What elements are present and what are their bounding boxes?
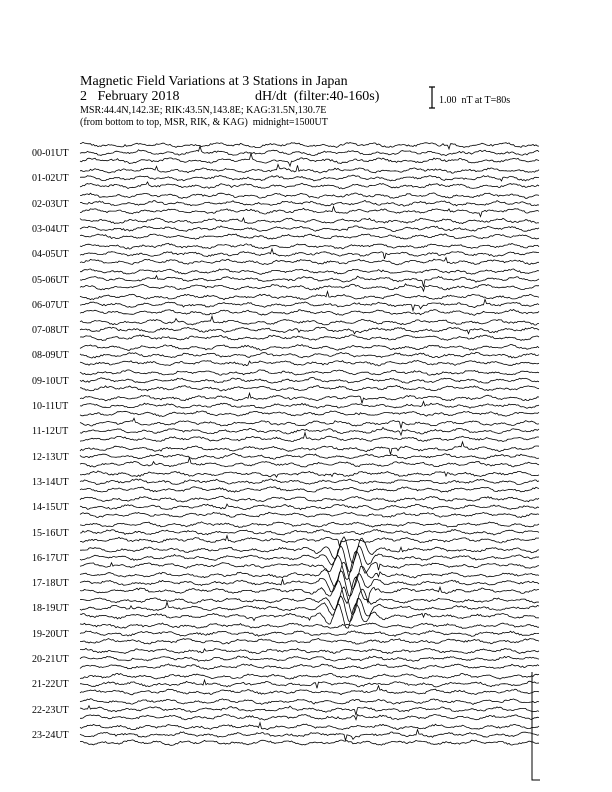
trace-04-05UT-MSR — [80, 258, 539, 265]
row-label-02-03UT: 02-03UT — [32, 198, 69, 210]
trace-07-08UT-KAG — [80, 316, 539, 325]
trace-11-12UT-MSR — [80, 433, 539, 442]
trace-23-24UT-MSR — [80, 740, 539, 745]
trace-00-01UT-KAG — [80, 142, 539, 149]
row-label-18-19UT: 18-19UT — [32, 603, 69, 615]
row-label-17-18UT: 17-18UT — [32, 578, 69, 590]
trace-04-05UT-KAG — [80, 243, 539, 249]
station-order-note: (from bottom to top, MSR, RIK, & KAG) midnight=1500UT — [80, 117, 328, 128]
trace-07-08UT-RIK — [80, 327, 539, 334]
trace-13-14UT-RIK — [80, 479, 539, 485]
row-label-14-15UT: 14-15UT — [32, 502, 69, 514]
row-label-09-10UT: 09-10UT — [32, 375, 69, 387]
trace-22-23UT-MSR — [80, 714, 539, 720]
trace-23-24UT-RIK — [80, 730, 539, 741]
trace-16-17UT-MSR — [80, 551, 539, 579]
trace-05-06UT-RIK — [80, 276, 539, 287]
row-label-15-16UT: 15-16UT — [32, 527, 69, 539]
row-label-21-22UT: 21-22UT — [32, 679, 69, 691]
scale-bar — [429, 87, 435, 108]
trace-08-09UT-RIK — [80, 352, 539, 358]
chart-quantity: dH/dt (filter:40-160s) — [255, 89, 380, 104]
trace-10-11UT-KAG — [80, 393, 539, 403]
row-label-06-07UT: 06-07UT — [32, 299, 69, 311]
row-label-04-05UT: 04-05UT — [32, 249, 69, 261]
trace-01-02UT-KAG — [80, 165, 539, 174]
row-label-01-02UT: 01-02UT — [32, 173, 69, 185]
trace-03-04UT-RIK — [80, 226, 539, 232]
trace-12-13UT-MSR — [80, 458, 539, 467]
row-label-16-17UT: 16-17UT — [32, 552, 69, 564]
trace-22-23UT-KAG — [80, 699, 539, 705]
trace-04-05UT-RIK — [80, 249, 539, 259]
trace-15-16UT-RIK — [80, 530, 539, 536]
row-label-20-21UT: 20-21UT — [32, 654, 69, 665]
trace-14-15UT-KAG — [80, 496, 539, 502]
trace-19-20UT-KAG — [80, 623, 539, 628]
trace-08-09UT-KAG — [80, 345, 539, 351]
trace-03-04UT-MSR — [80, 234, 539, 239]
trace-14-15UT-MSR — [80, 512, 539, 517]
trace-06-07UT-MSR — [80, 310, 539, 316]
trace-21-22UT-KAG — [80, 673, 539, 679]
chart-title: Magnetic Field Variations at 3 Stations in Japan — [80, 74, 348, 89]
trace-12-13UT-KAG — [80, 442, 539, 455]
row-label-19-20UT: 19-20UT — [32, 628, 69, 640]
trace-14-15UT-RIK — [80, 504, 539, 510]
trace-18-19UT-MSR — [80, 603, 539, 628]
trace-19-20UT-MSR — [80, 639, 539, 645]
trace-07-08UT-MSR — [80, 335, 539, 341]
row-label-07-08UT: 07-08UT — [32, 325, 69, 337]
trace-02-03UT-RIK — [80, 200, 539, 206]
station-coordinates: MSR:44.4N,142.3E; RIK:43.5N,143.8E; KAG:31.5N,130.7E — [80, 105, 327, 116]
row-label-12-13UT: 12-13UT — [32, 451, 69, 463]
trace-11-12UT-RIK — [80, 427, 539, 435]
trace-10-11UT-RIK — [80, 402, 539, 409]
row-label-00-01UT: 00-01UT — [32, 148, 69, 159]
trace-05-06UT-MSR — [80, 284, 539, 291]
trace-15-16UT-KAG — [80, 522, 539, 528]
trace-02-03UT-MSR — [80, 207, 539, 217]
trace-15-16UT-MSR — [80, 536, 539, 547]
trace-08-09UT-MSR — [80, 360, 539, 366]
trace-22-23UT-RIK — [80, 706, 539, 716]
trace-09-10UT-RIK — [80, 378, 539, 384]
row-label-10-11UT: 10-11UT — [32, 401, 69, 412]
scale-label: 1.00 nT at T=80s — [439, 95, 511, 106]
trace-20-21UT-MSR — [80, 664, 539, 669]
chart-date: 2 February 2018 — [80, 89, 180, 104]
trace-18-19UT-KAG — [80, 587, 539, 615]
trace-06-07UT-KAG — [80, 292, 539, 300]
trace-03-04UT-KAG — [80, 218, 539, 224]
row-label-11-12UT: 11-12UT — [32, 426, 69, 438]
row-label-22-23UT: 22-23UT — [32, 704, 69, 716]
trace-01-02UT-MSR — [80, 182, 539, 189]
trace-11-12UT-KAG — [80, 418, 539, 428]
trace-23-24UT-KAG — [80, 723, 539, 730]
trace-06-07UT-RIK — [80, 299, 539, 310]
trace-20-21UT-RIK — [80, 656, 539, 661]
trace-10-11UT-MSR — [80, 411, 539, 417]
trace-12-13UT-RIK — [80, 454, 539, 460]
trace-00-01UT-MSR — [80, 153, 539, 166]
trace-13-14UT-KAG — [80, 471, 539, 477]
trace-05-06UT-KAG — [80, 269, 539, 274]
trace-01-02UT-RIK — [80, 175, 539, 181]
row-label-13-14UT: 13-14UT — [32, 476, 69, 488]
trace-09-10UT-KAG — [80, 370, 539, 375]
row-label-08-09UT: 08-09UT — [32, 350, 69, 362]
trace-20-21UT-KAG — [80, 648, 539, 653]
row-label-03-04UT: 03-04UT — [32, 223, 69, 235]
trace-19-20UT-RIK — [80, 631, 539, 637]
row-label-05-06UT: 05-06UT — [32, 274, 69, 286]
trace-21-22UT-RIK — [80, 680, 539, 688]
trace-00-01UT-RIK — [80, 146, 539, 156]
trace-13-14UT-MSR — [80, 487, 539, 492]
trace-02-03UT-KAG — [80, 193, 539, 199]
row-label-23-24UT: 23-24UT — [32, 729, 69, 741]
trace-09-10UT-MSR — [80, 386, 539, 392]
